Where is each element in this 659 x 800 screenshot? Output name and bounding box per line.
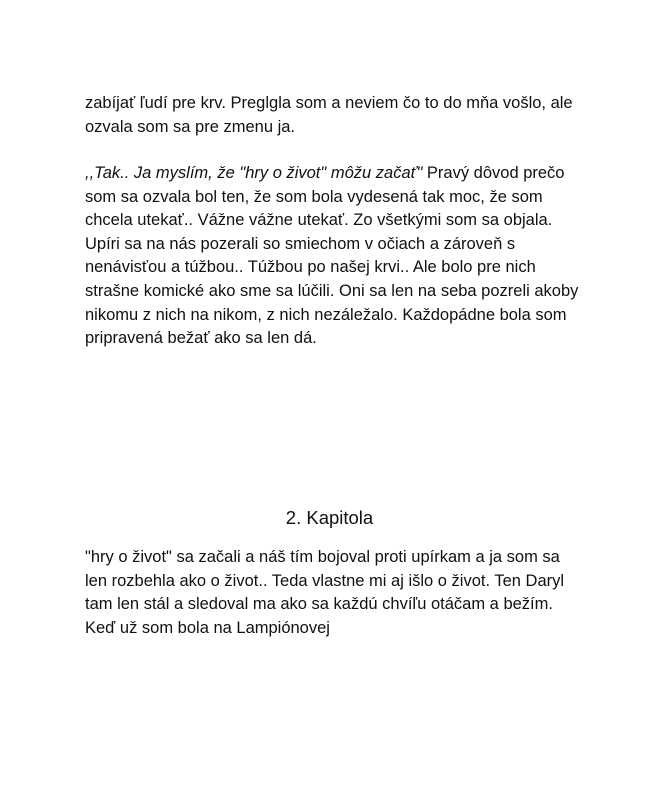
paragraph-text: Pravý dôvod prečo som sa ozvala bol ten, že som bola vydesená tak moc, že som chcela utekať.. Vážne vážne utekať. Zo všetkými som sa objala. Upíri sa na nás pozerali so smiechom v očiach a zároveň s nenávisťou a túžbou.. Túžbou po našej krvi.. Ale bolo pre nich strašne komické ako sme sa lúčili. Oni sa len na seba pozreli akoby nikomu z nich na nikom, z nich nezáležalo. Každopádne bola som pripravená bežať ako sa len dá. bbox=[85, 164, 579, 348]
paragraph: "hry o život" sa začali a náš tím bojoval proti upírkam a ja som sa len rozbehla ako o život.. Teda vlastne mi aj išlo o život. Ten Daryl tam len stál a sledoval ma ako sa každú chvíľu otáčam a bežím. Keď už som bola na Lampiónovej bbox=[85, 548, 565, 637]
chapter-heading: 2. Kapitola bbox=[285, 507, 374, 528]
paragraph-with-quote bbox=[85, 162, 585, 351]
paragraph: zabíjať ľudí pre krv. Preglgla som a neviem čo to do mňa vošlo, ale ozvala som sa pre zmenu ja. bbox=[85, 94, 573, 136]
dialogue-quote: ,,Tak.. Ja myslím, že "hry o život" môžu začať" bbox=[85, 164, 423, 182]
